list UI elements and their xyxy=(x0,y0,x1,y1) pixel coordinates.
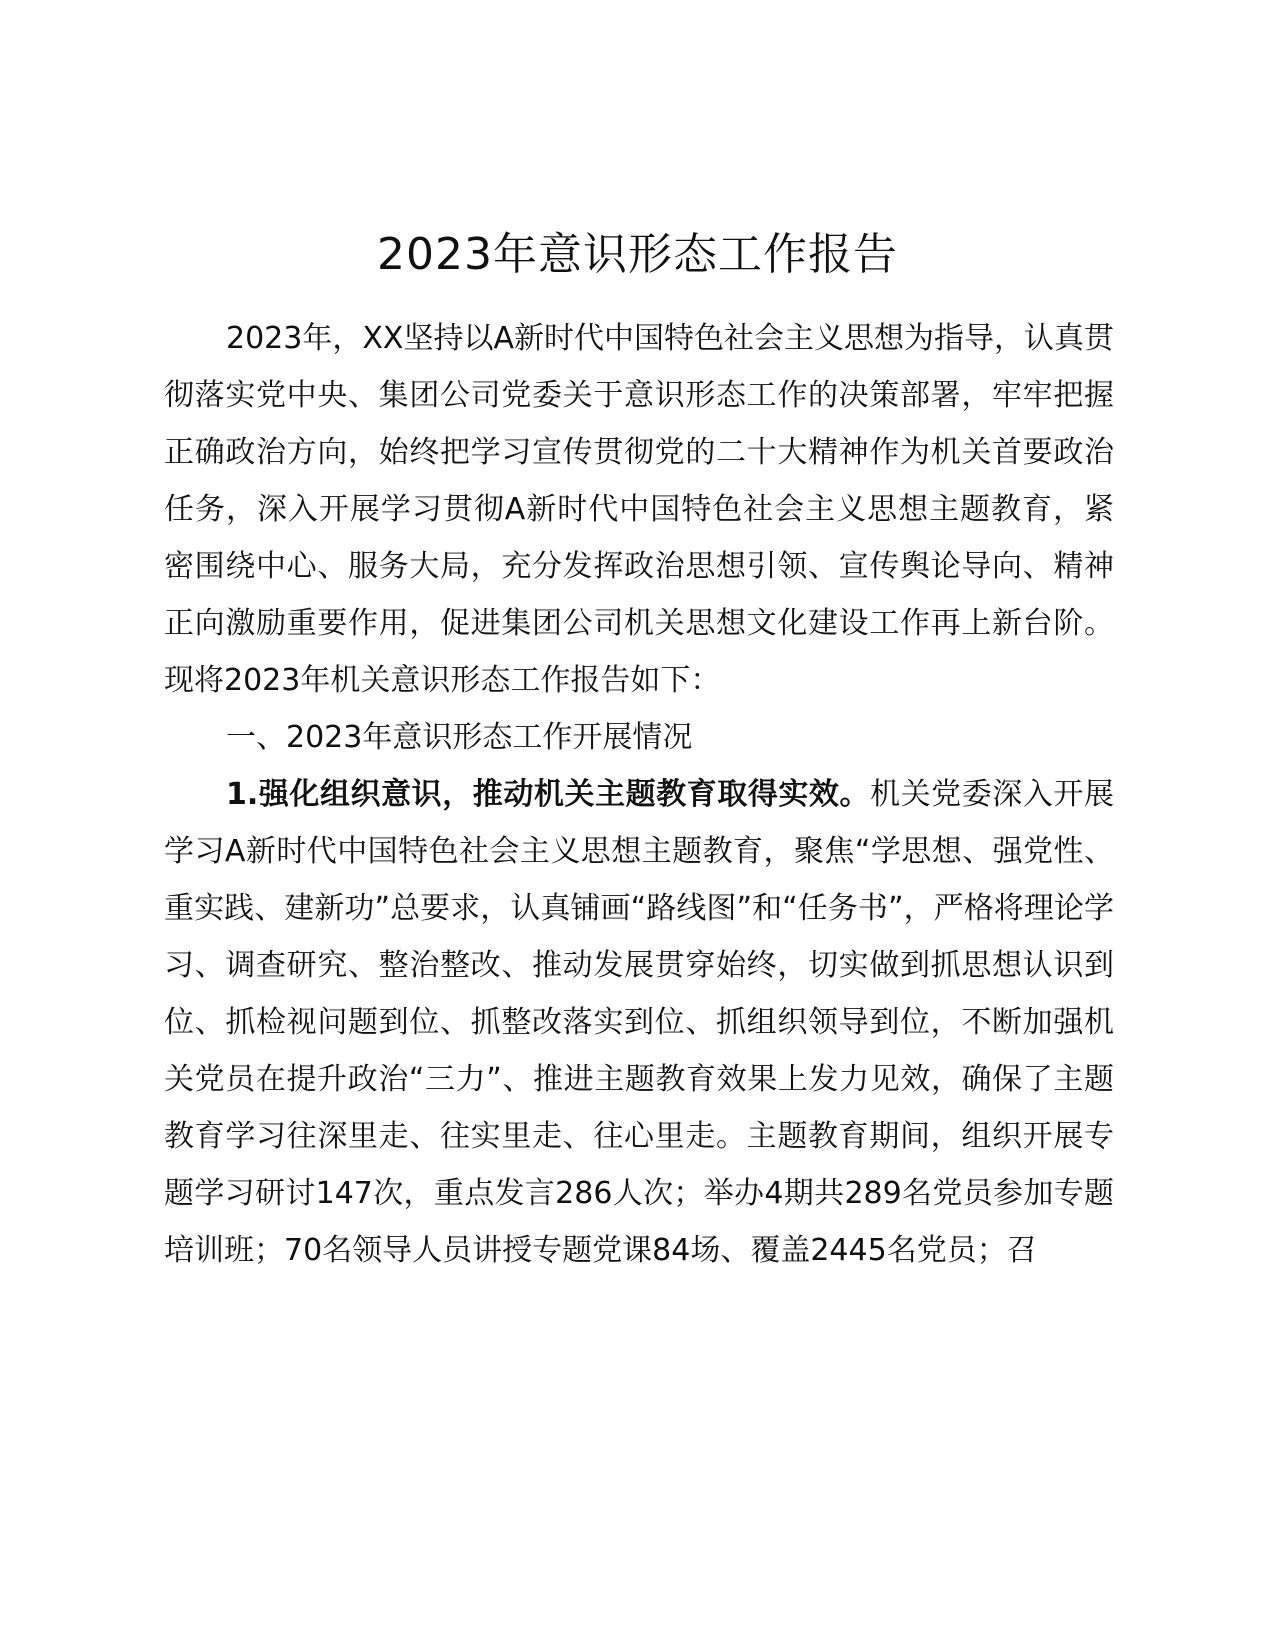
item-lead-text: 1.强化组织意识，推动机关主题教育取得实效。 xyxy=(226,777,871,812)
item-paragraph-1 xyxy=(164,766,1114,1279)
document-title: 2023年意识形态工作报告 xyxy=(377,229,898,280)
document-body xyxy=(164,310,1114,1279)
item-body-text: 机关党委深入开展学习A新时代中国特色社会主义思想主题教育，聚焦“学思想、强党性、重实践、建新功”总要求，认真铺画“路线图”和“任务书”，严格将理论学习、调查研究、整治整改、推动发展贯穿始终，切实做到抓思想认识到位、抓检视问题到位、抓整改落实到位、抓组织领导到位，不断加强机关党员在提升政治“三力”、推进主题教育效果上发力见效，确保了主题教育学习往深里走、往实里走、往心里走。主题教育期间，组织开展专题学习研讨147次，重点发言286人次；举办4期共289名党员参加专题培训班；70名领导人员讲授专题党课84场、覆盖2445名党员；召 xyxy=(164,777,1114,1268)
intro-paragraph: 2023年，XX坚持以A新时代中国特色社会主义思想为指导，认真贯彻落实党中央、集团公司党委关于意识形态工作的决策部署，牢牢把握正确政治方向，始终把学习宣传贯彻党的二十大精神作为机关首要政治任务，深入开展学习贯彻A新时代中国特色社会主义思想主题教育，紧密围绕中心、服务大局，充分发挥政治思想引领、宣传舆论导向、精神正向激励重要作用，促进集团公司机关思想文化建设工作再上新台阶。现将2023年机关意识形态工作报告如下： xyxy=(164,321,1114,698)
section-heading: 一、2023年意识形态工作开展情况 xyxy=(226,720,693,755)
